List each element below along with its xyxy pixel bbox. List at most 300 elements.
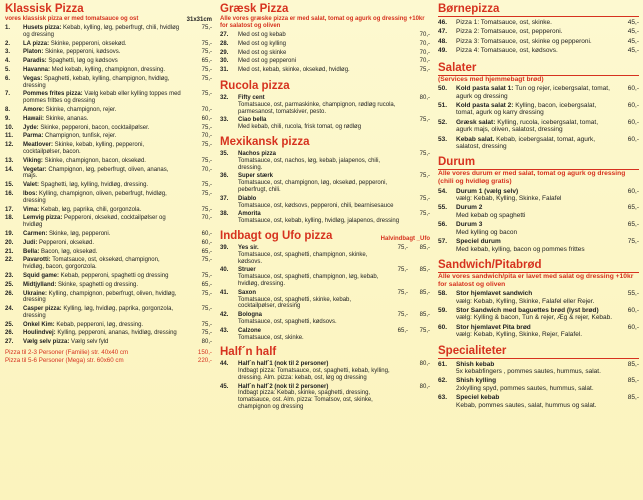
menu-item: [438, 38, 639, 45]
item-number: 27.: [5, 339, 14, 346]
item-desc: Spaghetti, kebab, kylling, champignon, hvidløg, dressing: [23, 75, 170, 89]
item-name: Super stærk: [238, 173, 274, 180]
item-desc: Kylling, løg, hvidløg, paprika, gorgonzola, dressing: [23, 306, 174, 319]
item-number: 4.: [5, 58, 11, 65]
menu-item: [5, 182, 212, 189]
item-desc: Med ost, kebab, skinke, oksekød, hvidløg.: [238, 67, 350, 74]
size-label: 31x31cm: [186, 17, 212, 23]
item-price: 70,-: [419, 32, 430, 38]
item-number: 56.: [438, 221, 448, 229]
item-desc: Med kebab, kylling, champignon, dressing.: [50, 66, 166, 73]
item-name: Husets pizza:: [23, 25, 62, 31]
item-name: Amore:: [23, 106, 45, 113]
item-price: 80,-: [201, 339, 212, 346]
item-text: [456, 28, 617, 35]
item-number: 3.: [5, 49, 11, 56]
item-name: Houlindvej:: [23, 330, 56, 337]
item-name: Platon:: [23, 49, 44, 56]
item-name: Græsk salat:: [456, 118, 496, 126]
item-text: [23, 91, 184, 105]
item-text: [238, 267, 386, 287]
menu-item: [220, 58, 430, 65]
item-text: [238, 196, 402, 210]
item-text: [456, 204, 617, 219]
item-number: 26.: [5, 330, 14, 337]
menu-item: [5, 76, 212, 90]
item-number: 43.: [220, 327, 229, 334]
item-text: [456, 47, 617, 54]
item-number: 6.: [5, 75, 11, 82]
item-price: 60,-: [201, 115, 212, 122]
item-name: Carmen:: [23, 230, 48, 237]
item-text: [238, 151, 402, 171]
item-desc: Med ost og kylling: [238, 40, 287, 47]
item-name: Squid game:: [23, 272, 60, 279]
item-price: 65,-: [627, 204, 639, 212]
item-desc: Skinke, kebab, kylling, pepperoni, cocktailpølser, bacon.: [23, 142, 145, 155]
item-price: 75,-: [201, 257, 212, 264]
menu-item: [5, 231, 212, 238]
item-price: 75,-: [201, 75, 212, 82]
item-text: [23, 291, 184, 305]
item-price: 75,-: [201, 190, 212, 197]
item-number: 35.: [220, 150, 229, 157]
item-text: [23, 282, 184, 289]
section-title-half: Half´n half: [220, 346, 277, 359]
item-desc: Skinke, løg, pepperoni.: [47, 230, 111, 237]
item-number: 11.: [5, 133, 14, 140]
menu-item: [438, 19, 639, 26]
item-desc: Med ost og pepperoni: [238, 58, 297, 65]
family-size-price: 150,-: [197, 349, 212, 357]
item-desc: Med ost og kebab: [238, 32, 286, 38]
item-price: 75,-: [201, 206, 212, 213]
item-name: Pavarotti:: [23, 257, 51, 264]
menu-item: [5, 25, 212, 39]
item-text: [456, 377, 617, 392]
item-desc: Tun og rejer, icebergsalat, tomat, agurk og dressing: [456, 85, 610, 100]
item-text: [238, 384, 402, 411]
klassisk-list: [5, 25, 212, 346]
item-number: 31.: [220, 67, 229, 74]
item-desc: vælg: Kebab, Kylling, Skinke, Falafel eller Rejer.: [456, 297, 595, 305]
item-name: Kold pasta salat 2:: [456, 102, 514, 110]
item-number: 36.: [220, 173, 229, 180]
indbagt-list: [220, 245, 430, 341]
section-title-klassisk: Klassisk Pizza: [5, 3, 84, 15]
menu-item: [5, 273, 212, 280]
menu-item: [220, 41, 430, 48]
item-text: [23, 158, 184, 165]
item-name: Stor hjemlavet Pita brød: [456, 323, 531, 331]
item-text: [456, 102, 617, 117]
section-subtitle-durum: Alle vores durum er med salat, tomat og agurk og dressing (chili og hvidløg gratis): [438, 170, 626, 186]
item-number: 14.: [5, 166, 14, 173]
item-price: 85,-: [627, 394, 639, 402]
menu-item: [438, 324, 639, 339]
item-number: 59.: [438, 306, 448, 314]
menu-item: [220, 67, 430, 74]
item-name: Jyde:: [23, 124, 39, 131]
item-price: 80,-: [419, 361, 430, 368]
item-name: Vegetar:: [23, 166, 47, 173]
salater-list: [438, 85, 639, 150]
menu-item: [5, 125, 212, 132]
item-price: 65,-: [201, 248, 212, 255]
item-price-indbagt: 75,-: [397, 267, 408, 274]
item-desc: vælg: Kebab, Kylling, Skinke, Rejer, Falafel.: [456, 331, 583, 339]
item-text: [23, 339, 184, 346]
section-subtitle-klassisk: vores klassisk pizza er med tomatsauce og ost: [5, 16, 139, 22]
item-name: Half´n half´2 (nok til 2 personer): [238, 383, 329, 390]
item-name: Shish kylling: [456, 377, 497, 385]
item-price: 45,-: [627, 19, 639, 26]
item-name: Onkel Kim:: [23, 321, 55, 328]
item-text: [23, 142, 184, 156]
item-text: [238, 361, 402, 381]
menu-item: [5, 240, 212, 247]
item-price: 60,-: [201, 230, 212, 237]
item-desc: Pepperoni, oksekød.: [37, 239, 95, 246]
item-price: 85,-: [627, 360, 639, 368]
item-price: 75,-: [419, 67, 430, 74]
item-text: [456, 307, 617, 322]
item-number: 53.: [438, 135, 448, 143]
item-number: 20.: [5, 239, 14, 246]
item-desc: Kylling, bacon, icebergsalat, tomat, agurk og karry dressing: [456, 102, 597, 117]
item-desc: Tomatsauce, ost, champignon, løg, oksekød, pepperoni, peberfrugt, chili.: [238, 180, 388, 193]
item-price: 70,-: [201, 106, 212, 113]
item-desc: Kebab, kylling, løg, peberfrugt, chili, hvidløg og dressing: [23, 25, 180, 38]
item-price: 75,-: [419, 117, 430, 124]
item-price: 70,-: [419, 58, 430, 65]
item-name: Struer: [238, 267, 256, 274]
item-desc: Med kylling og bacon: [456, 228, 518, 236]
menu-item: [220, 32, 430, 39]
menu-item: [220, 211, 430, 225]
item-desc: Pizza 4: Tomatsauce, ost, kødsovs.: [456, 47, 558, 55]
item-desc: Indbagt pizza: Kebab, skinke, spaghetti, dressing, tomatsauce, ost. Alm. pizza: Tomatsov, ost, skinke, champignon og dressing: [238, 390, 373, 411]
item-price: 65,-: [201, 58, 212, 65]
section-title-indbagt: Indbagt og Ufo pizza: [220, 229, 333, 242]
item-name: Durum 2: [456, 204, 483, 212]
sandwich-list: [438, 290, 639, 338]
menu-item: [438, 290, 639, 305]
item-number: 40.: [220, 267, 229, 274]
item-number: 62.: [438, 377, 448, 385]
item-price-ufo: 85,-: [419, 244, 430, 251]
item-name: Nachos pizza: [238, 150, 277, 157]
item-desc: Tomatsauce, ost, parmaskinke, champignon, rødløg rucola, parmesanost, tomatskiver, pesto.: [238, 101, 396, 115]
menu-item: [220, 290, 430, 310]
item-desc: Med kebab, kylling, bacon og pommes frittes: [456, 245, 585, 253]
item-desc: Tomatsauce, ost, kødsovs, pepperoni, chili, bearnisesauce: [238, 202, 394, 209]
item-text: [456, 394, 617, 409]
menu-item: [5, 91, 212, 105]
menu-item: [438, 85, 639, 100]
item-desc: Kebab, løg, paprika, chili, gorgonzola.: [39, 206, 142, 213]
item-number: 39.: [220, 244, 229, 251]
item-desc: Med kebab og spaghetti: [456, 211, 526, 219]
menu-item: [438, 136, 639, 151]
item-number: 16.: [5, 190, 14, 197]
item-text: [23, 125, 184, 132]
item-price-ufo: 75,-: [419, 327, 430, 334]
menu-item: [5, 158, 212, 165]
item-desc: Champignon, tunfisk, rejer.: [43, 133, 117, 140]
item-price: 75,-: [201, 330, 212, 337]
menu-item: [5, 41, 212, 48]
item-text: [238, 312, 386, 326]
item-number: 55.: [438, 204, 448, 212]
item-price: 85,-: [627, 377, 639, 385]
item-number: 48.: [438, 37, 448, 45]
item-number: 19.: [5, 230, 14, 237]
item-price: 60,-: [627, 118, 639, 126]
item-desc: Tomatsauce, ost, spaghetti, skinke, kebab, cocktailpølser, dressing: [238, 296, 352, 310]
item-desc: Tomatsauce, ost, skinke.: [238, 334, 304, 341]
item-text: [456, 238, 617, 253]
item-name: Viking:: [23, 157, 43, 164]
menu-item: [220, 173, 430, 193]
item-number: 32.: [220, 94, 229, 101]
menu-item: [5, 207, 212, 214]
item-price: 70,-: [201, 166, 212, 173]
item-price: 70,-: [201, 215, 212, 222]
item-price: 60,-: [627, 102, 639, 110]
menu-item: [438, 102, 639, 117]
item-text: [456, 221, 617, 236]
menu-item: [438, 204, 639, 219]
item-number: 50.: [438, 85, 448, 93]
item-text: [23, 231, 184, 238]
item-text: [23, 273, 184, 280]
item-name: Vegas:: [23, 75, 43, 82]
item-number: 12.: [5, 142, 14, 149]
half-list: [220, 361, 430, 411]
item-desc: Kylling, champignon, oliven, peberfrugt, hvidløg, dressing: [23, 190, 167, 204]
menu-item: [220, 95, 430, 115]
menu-item: [5, 58, 212, 65]
item-name: Stor hjemlavet sandwich: [456, 290, 533, 298]
item-text: [23, 58, 184, 65]
item-price: 65,-: [627, 221, 639, 229]
item-number: 33.: [220, 117, 229, 124]
item-number: 2.: [5, 40, 11, 47]
item-number: 5.: [5, 66, 11, 73]
item-price: 60,-: [627, 306, 639, 314]
item-number: 25.: [5, 321, 14, 328]
item-desc: Bacon, løg, oksekød.: [39, 248, 98, 255]
item-price-indbagt: 65,-: [397, 327, 408, 334]
item-desc: vælg: Kylling & bacon, Tun & rejer, Æg & rejer, Kebab.: [456, 314, 613, 322]
item-number: 22.: [5, 257, 14, 264]
item-text: [238, 328, 386, 342]
item-text: [456, 290, 617, 305]
menu-item: [438, 119, 639, 134]
item-desc: Tomatsauce, ost, oksekød, champignon, hvidløg, bacon, gorgonzola.: [23, 257, 160, 271]
item-number: 24.: [5, 306, 14, 313]
item-price: 75,-: [201, 272, 212, 279]
item-name: Durum 3: [456, 221, 483, 229]
item-desc: 2xkylling spyd, pommes sautes, hummus, salat.: [456, 384, 594, 392]
item-price: 75,-: [201, 66, 212, 73]
column-klassisk: [0, 0, 216, 500]
item-number: 25.: [5, 281, 14, 288]
item-number: 42.: [220, 312, 229, 319]
menu-item: [438, 238, 639, 253]
item-number: 41.: [220, 289, 229, 296]
item-name: Casper pizza:: [23, 306, 62, 313]
item-text: [23, 182, 184, 189]
item-name: Parma:: [23, 133, 44, 140]
item-desc: 5x kebabfingers , pommes sautes, hummus, salat.: [456, 367, 601, 375]
item-text: [238, 41, 402, 48]
item-price: 75,-: [201, 142, 212, 149]
item-number: 15.: [5, 182, 14, 189]
item-text: [238, 32, 402, 39]
item-price: 65,-: [201, 281, 212, 288]
menu-item: [220, 328, 430, 342]
item-price: 70,-: [419, 40, 430, 47]
menu-item: [5, 67, 212, 74]
family-list: [5, 349, 212, 365]
item-price: 75,-: [419, 173, 430, 180]
item-number: 52.: [438, 118, 448, 126]
item-desc: Skinke, ananas.: [44, 115, 89, 122]
item-price-ufo: 85,-: [419, 267, 430, 274]
item-number: 51.: [438, 102, 448, 110]
section-subtitle-sandwich: Alle vores sandwich/pita er lavet med salat og dressing +10kr for salatost og oliven: [438, 272, 634, 288]
item-name: Judi:: [23, 239, 38, 246]
item-number: 46.: [438, 19, 448, 26]
item-price: 45,-: [627, 37, 639, 45]
item-price: 60,-: [627, 85, 639, 93]
family-size-row: [5, 349, 212, 357]
menu-item: [220, 312, 430, 326]
item-desc: Tomatsauce, ost, kebab, kylling, hvidløg, jalapenos, dressing: [238, 218, 400, 225]
item-number: 8.: [5, 106, 11, 113]
section-subtitle-indbagt: Halvindbagt _Ufo: [380, 235, 430, 242]
item-number: 45.: [220, 383, 229, 390]
item-text: [456, 38, 617, 45]
item-name: Paradis:: [23, 58, 47, 65]
item-desc: Med ost og skinke: [238, 49, 287, 56]
item-text: [23, 322, 184, 329]
item-name: Hawaii:: [23, 115, 45, 122]
item-price: 75,-: [201, 182, 212, 189]
item-text: [23, 207, 184, 214]
item-number: 61.: [438, 360, 448, 368]
item-price: 45,-: [627, 47, 639, 55]
item-number: 18.: [5, 215, 14, 222]
menu-item: [438, 377, 639, 392]
item-text: [238, 117, 402, 131]
item-text: [23, 107, 184, 114]
item-text: [238, 50, 402, 57]
menu-item: [220, 196, 430, 210]
item-desc: Kebab, pepperoni, spaghetti og dressing: [59, 272, 169, 279]
menu-item: [5, 330, 212, 337]
item-text: [23, 76, 184, 90]
rucola-list: [220, 95, 430, 131]
item-text: [456, 119, 617, 134]
menu-item: [220, 151, 430, 171]
item-price: 60,-: [627, 187, 639, 195]
item-number: 13.: [5, 157, 14, 164]
item-text: [456, 19, 617, 26]
item-desc: Tomatsauce, ost, spaghetti, champignon, skinke, kødsovs.: [238, 251, 368, 265]
item-name: Vælg selv pizza:: [23, 339, 70, 346]
menu-item: [438, 47, 639, 54]
item-name: Meatlover:: [23, 142, 54, 149]
menu-item: [5, 107, 212, 114]
item-desc: Indbagt pizza: Tomatsauce, ost, spaghetti, kebab, kylling, dressing. Alm. pizza: kebab, ost, løg og dressing: [238, 368, 390, 381]
item-price: 55,-: [627, 290, 639, 298]
item-text: [238, 245, 386, 265]
item-number: 57.: [438, 238, 448, 246]
item-name: Amorita: [238, 211, 261, 218]
item-text: [23, 330, 184, 337]
item-desc: Kylling, rucola, icebergsalat, tomat, agurk majs, oliven, salatost, dressing: [456, 118, 598, 134]
column-right: [434, 0, 643, 500]
item-desc: Kebab, icebergsalat, tomat, agurk, salatost, dressing: [456, 135, 596, 151]
item-name: Ciao bella: [238, 117, 267, 124]
item-text: [456, 136, 617, 151]
section-title-graesk: Græsk Pizza: [220, 3, 289, 15]
item-text: [23, 257, 184, 271]
item-name: Fifty cent: [238, 94, 265, 101]
menu-item: [220, 384, 430, 411]
item-price: 75,-: [201, 306, 212, 313]
item-text: [23, 67, 184, 74]
section-subtitle-graesk: Alle vores græske pizza er med salat, tomat og agurk og dressing +10kr for salatost og oliven: [220, 16, 425, 29]
item-text: [238, 95, 402, 115]
item-price: 75,-: [627, 238, 639, 246]
menu-item: [438, 361, 639, 376]
item-text: [23, 167, 184, 181]
item-price-indbagt: 75,-: [397, 312, 408, 319]
item-name: Speciel durum: [456, 238, 501, 246]
item-price: 70,-: [201, 133, 212, 140]
item-price-indbagt: 75,-: [397, 244, 408, 251]
menu-item: [438, 307, 639, 322]
item-desc: Skinke, pepperoni, oksekød.: [49, 40, 127, 47]
menu-item: [5, 322, 212, 329]
item-price: 75,-: [201, 49, 212, 56]
family-size-price: 220,-: [197, 357, 212, 365]
item-text: [456, 361, 617, 376]
item-desc: Kylling, champignon, peberfrugt, oliven, hvidløg, dressing: [23, 290, 177, 304]
item-price: 80,-: [419, 94, 430, 101]
family-size-label: Pizza til 5-6 Personer (Mega) str. 60x60 cm: [5, 357, 124, 365]
durum-list: [438, 188, 639, 253]
item-name: Valet:: [23, 182, 40, 189]
section-subtitle-salater: (Services med hjemmebagt brød): [438, 75, 544, 83]
item-number: 47.: [438, 28, 448, 36]
menu-item: [5, 142, 212, 156]
item-desc: Skinke, champignon, bacon, oksekød.: [42, 157, 146, 164]
item-number: 44.: [220, 361, 229, 368]
item-desc: Vælg kebab eller kylling toppes med pommes frittes og dressing: [23, 91, 181, 105]
menu-item: [5, 133, 212, 140]
item-price-ufo: 85,-: [419, 289, 430, 296]
item-name: Speciel kebab: [456, 394, 500, 402]
born-list: [438, 19, 639, 55]
item-desc: Kebab, pommes sautes, salat, hummus og salat.: [456, 401, 597, 409]
item-number: 23.: [5, 272, 14, 279]
item-name: Saxon: [238, 289, 257, 296]
